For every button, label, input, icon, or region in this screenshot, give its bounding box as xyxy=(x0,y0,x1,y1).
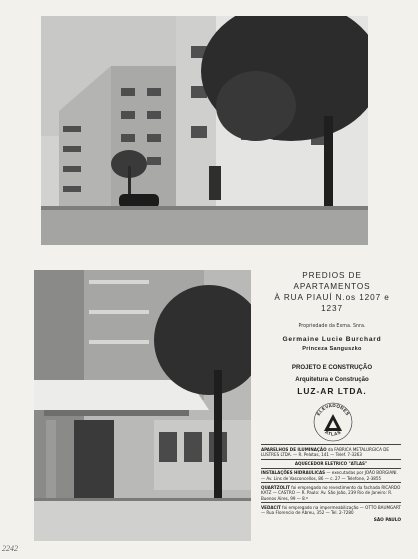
credit-vedacit-text: foi empregado na impermeabilização — OTTO BAUMGART — Rua Florencio de Abreu, 352 — Tel. 2-7280 xyxy=(261,504,402,516)
photo-buildings-street-view-image xyxy=(41,16,368,245)
logo-top-text: ELEVADORES xyxy=(315,402,351,417)
caption-block xyxy=(264,270,400,396)
atlas-triangle-logo-icon xyxy=(311,400,355,442)
project-company: LUZ-AR LTDA. xyxy=(297,386,367,396)
credit-lighting-text: da FABRICA METALURGICA DE LUSTRES LTDA. — R. Pelotas, 141 — Telef. 7-3263 xyxy=(261,446,389,457)
page-mark: 2242 xyxy=(2,544,18,553)
photo-building-entrance xyxy=(34,270,251,541)
project-label: PROJETO E CONSTRUÇÃO xyxy=(291,364,373,371)
credit-quartzolit xyxy=(261,482,401,502)
city-label: SÃO PAULO xyxy=(373,517,401,523)
credit-heating xyxy=(261,459,401,468)
credit-plumbing-bold: INSTALAÇÕES HIDRAULICAS xyxy=(261,470,326,476)
heading-line-1: PREDIOS DE APARTAMENTOS xyxy=(293,271,371,291)
project-role: Arquitetura e Construção xyxy=(295,376,369,383)
credit-heating-bold: AQUECEDOR ELETRICO "ATLAS" xyxy=(294,461,368,467)
credit-quartzolit-text: foi empregado no revestimento da fachada RICARDO KATZ — CASTRO — R. Paulo: Av. São João, 239 Rio de Janeiro: R. Buenos Aires, 99 — 8.º xyxy=(261,484,401,501)
logo-bottom-text: ATLAS xyxy=(324,429,342,437)
photo-buildings-street-view xyxy=(41,16,368,245)
credit-vedacit-bold: VEDACIT xyxy=(261,504,281,510)
supplier-credits xyxy=(261,444,401,523)
owner-name: Germaine Lucie Burchard xyxy=(282,336,382,343)
credit-plumbing xyxy=(261,468,401,483)
credit-vedacit xyxy=(261,502,401,517)
owner-intro: Propriedade da Exma. Snra. xyxy=(298,324,366,329)
credit-lighting-bold: APARELHOS DE ILUMINAÇÃO xyxy=(261,446,327,452)
credit-plumbing-text: — executadas por JOÃO BORGIANI. — Av. Lins de Vasconcellos, 86 — c. 27 — Telefone, 2-3855 xyxy=(261,470,398,481)
photo-building-entrance-image xyxy=(34,270,251,541)
credit-lighting xyxy=(261,444,401,459)
credit-quartzolit-bold: QUARTZOLIT xyxy=(261,484,290,490)
owner-title: Princeza Sanguszko xyxy=(302,346,362,352)
heading-line-2: À RUA PIAUÍ N.os 1207 e 1237 xyxy=(274,293,390,313)
